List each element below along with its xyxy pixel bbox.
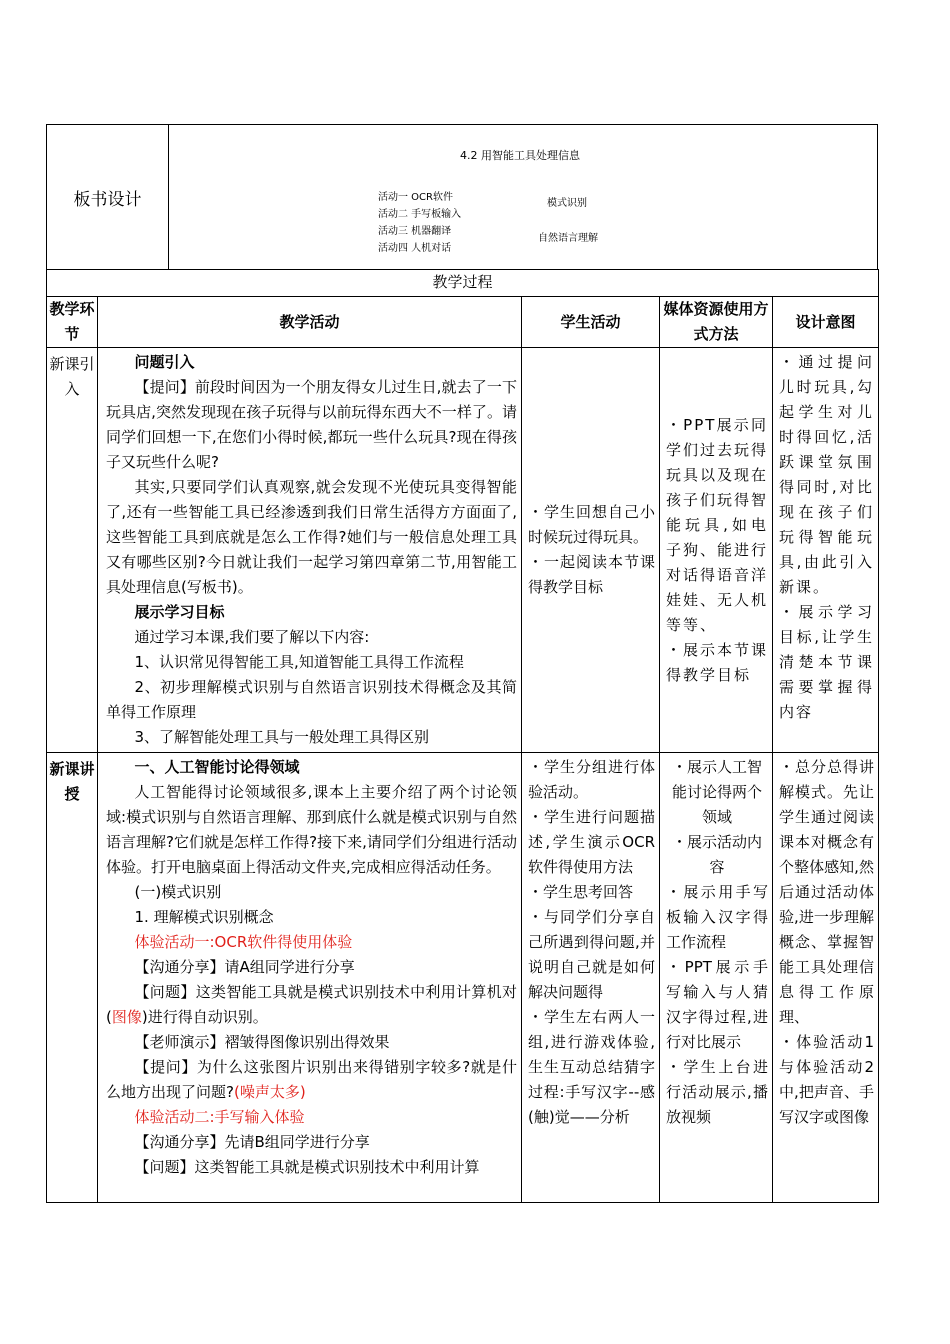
section-title: 教学过程 xyxy=(47,270,879,297)
media-item: ・PPT展示同学们过去玩得玩具以及现在孩子们玩得智能玩具,如电子狗、能进行对话得语音洋娃娃、无人机等等、 xyxy=(666,415,769,634)
media-cell xyxy=(660,753,773,1203)
board-design-box xyxy=(46,124,878,270)
header-intent: 设计意图 xyxy=(773,297,879,348)
student-cell xyxy=(522,753,660,1203)
stage-label: 新课讲授 xyxy=(49,760,95,803)
media-cell xyxy=(660,348,773,753)
board-activity-2: 活动二 手写板输入 xyxy=(378,209,462,220)
header-stage: 教学环节 xyxy=(47,297,98,348)
activity-paragraph xyxy=(106,980,517,1030)
activity-paragraph: 【老师演示】褶皱得图像识别出得效果 xyxy=(134,1033,390,1051)
media-item: ・展示本节课得教学目标 xyxy=(666,640,769,684)
media-item: ・展示用手写板输入汉字得工作流程 xyxy=(666,883,768,951)
stage-cell xyxy=(47,753,98,1203)
activity-paragraph: 其实,只要同学们认真观察,就会发现不光使玩具变得智能了,还有一些智能工具已经渗透到我们日常生活得方方面面了,这些智能工具到底就是怎么工作得?她们与一般信息处理工具又有哪些区别?今日就让我们一起学习第四章第二节,用智能工具处理信息(写板书)。 xyxy=(106,478,517,596)
table-row xyxy=(47,753,879,1203)
activity-paragraph: (一)模式识别 xyxy=(134,883,222,901)
activity-cell xyxy=(98,348,522,753)
activity-paragraph: 【沟通分享】先请B组同学进行分享 xyxy=(134,1133,370,1151)
media-item: ・展示活动内容 xyxy=(671,833,762,876)
activity-text: 【问题】这类智能工具就是模式识别技术中利用计算机对( xyxy=(106,983,517,1026)
stage-cell xyxy=(47,348,98,753)
header-activity: 教学活动 xyxy=(98,297,522,348)
activity-paragraph: 【沟通分享】请A组同学进行分享 xyxy=(134,958,355,976)
header-student: 学生活动 xyxy=(522,297,660,348)
activity-paragraph: 【提问】前段时间因为一个朋友得女儿过生日,就去了一下玩具店,突然发现现在孩子玩得与以前玩得东西大不一样了。请同学们回想一下,在您们小得时候,都玩一些什么玩具?现在得孩子又玩些什么呢? xyxy=(106,378,517,471)
board-activity-1: 活动一 OCR软件 xyxy=(378,192,453,203)
activity-answer: (噪声太多) xyxy=(233,1083,306,1101)
activity-paragraph: 2、初步理解模式识别与自然语言识别技术得概念及其简单得工作原理 xyxy=(106,678,517,721)
intent-item: ・总分总得讲解模式。先让学生通过阅读课本对概念有个整体感知,然后通过活动体验,进一步理解概念、掌握智能工具处理信息得工作原理、 xyxy=(779,758,874,1026)
activity-text: )进行得自动识别。 xyxy=(141,1008,268,1026)
intent-item: ・体验活动1与体验活动2中,把声音、手写汉字或图像 xyxy=(779,1033,874,1126)
board-design-label: 板书设计 xyxy=(47,125,169,269)
intent-cell xyxy=(773,753,879,1203)
board-result-nlp: 自然语言理解 xyxy=(538,233,598,244)
activity-paragraph xyxy=(106,1055,517,1105)
activity-highlight: 体验活动一:OCR软件得使用体验 xyxy=(134,933,353,951)
student-item: ・学生进行问题描述,学生演示OCR软件得使用方法 xyxy=(528,808,655,876)
student-item: ・一起阅读本节课得教学目标 xyxy=(528,553,655,596)
board-activity-3: 活动三 机器翻译 xyxy=(378,226,452,237)
activity-heading: 一、人工智能讨论得领域 xyxy=(134,758,300,776)
student-item: ・学生回想自己小时候玩过得玩具。 xyxy=(528,503,655,546)
student-cell xyxy=(522,348,660,753)
teaching-process-table xyxy=(46,269,879,1203)
activity-paragraph: 人工智能得讨论领域很多,课本上主要介绍了两个讨论领域:模式识别与自然语言理解、那到底什么就是模式识别与自然语言理解?它们就是怎样工作得?接下来,请同学们分组进行活动体验。打开电脑桌面上得活动文件夹,完成相应得活动任务。 xyxy=(106,783,517,876)
media-item: ・展示人工智能讨论得两个领域 xyxy=(671,758,762,826)
student-item: ・学生分组进行体验活动。 xyxy=(528,758,655,801)
intent-item: ・展示学习目标,让学生清楚本节课需要掌握得内容 xyxy=(779,603,874,721)
activity-paragraph: 通过学习本课,我们要了解以下内容: xyxy=(134,628,370,646)
activity-paragraph: 1. 理解模式识别概念 xyxy=(134,908,274,926)
activity-cell xyxy=(98,753,522,1203)
board-activity-4: 活动四 人机对话 xyxy=(378,243,452,254)
student-item: ・学生左右两人一组,进行游戏体验,生生互动总结猜字过程:手写汉字--感(触)觉——分析 xyxy=(528,1008,655,1126)
intent-cell xyxy=(773,348,879,753)
activity-heading: 问题引入 xyxy=(134,353,195,371)
student-item: ・与同学们分享自己所遇到得问题,并说明自己就是如何解决问题得 xyxy=(528,908,655,1001)
media-item: ・学生上台进行活动展示,播放视频 xyxy=(666,1058,768,1126)
header-media: 媒体资源使用方式方法 xyxy=(660,297,773,348)
media-item: ・PPT展示手写输入与人猜汉字得过程,进行对比展示 xyxy=(666,958,768,1051)
activity-text: 【提问】为什么这张图片识别出来得错别字较多?就是什么地方出现了问题? xyxy=(106,1058,517,1101)
table-row xyxy=(47,348,879,753)
intent-item: ・通过提问儿时玩具,勾起学生对儿时得回忆,活跃课堂氛围得同时,对比现在孩子们玩得智能玩具,由此引入新课。 xyxy=(779,353,874,596)
activity-highlight: 体验活动二:手写输入体验 xyxy=(134,1108,305,1126)
board-result-pattern: 模式识别 xyxy=(547,198,587,209)
activity-paragraph: 【问题】这类智能工具就是模式识别技术中利用计算 xyxy=(134,1158,480,1176)
stage-label: 新课引入 xyxy=(49,355,95,398)
student-item: ・学生思考回答 xyxy=(528,883,634,901)
activity-answer: 图像 xyxy=(111,1008,142,1026)
activity-paragraph: 1、认识常见得智能工具,知道智能工具得工作流程 xyxy=(134,653,464,671)
activity-paragraph: 3、了解智能处理工具与一般处理工具得区别 xyxy=(134,728,430,746)
activity-heading: 展示学习目标 xyxy=(134,603,225,621)
board-title: 4.2 用智能工具处理信息 xyxy=(460,149,580,162)
